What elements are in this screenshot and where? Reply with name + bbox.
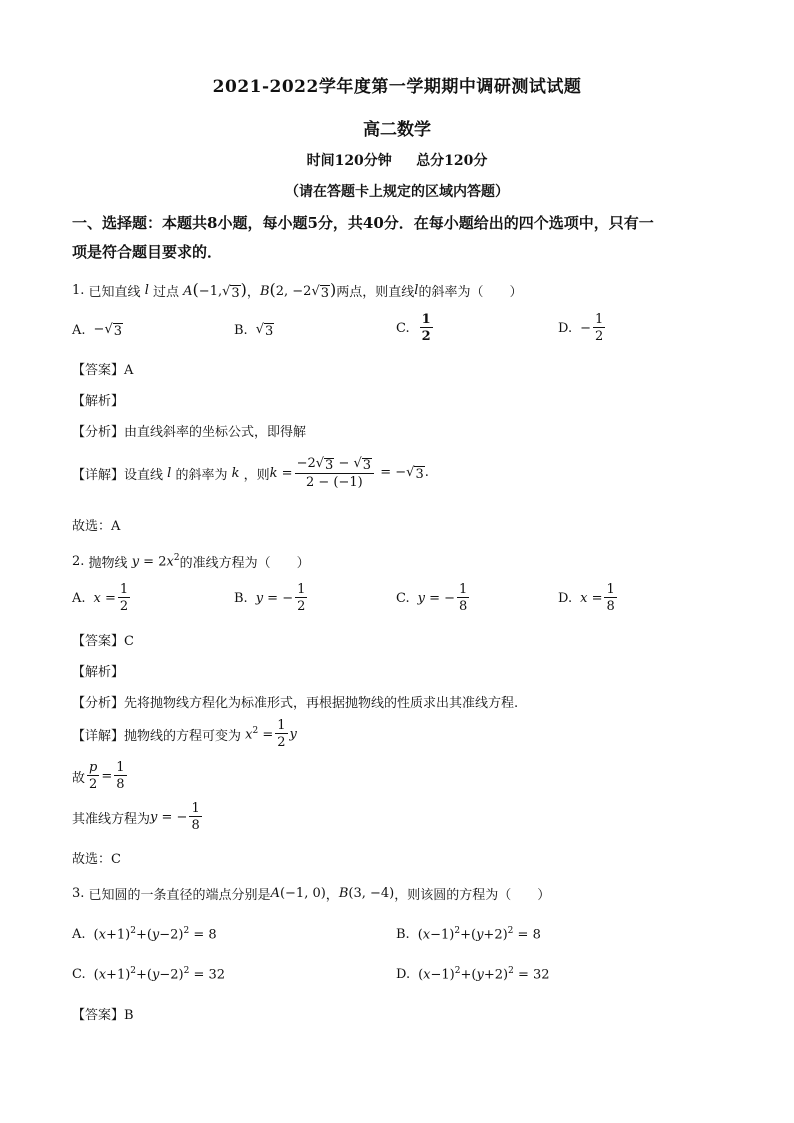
question-text: 的准线方程为（ ） (179, 556, 310, 571)
fenxi-text: 由直线斜率的坐标公式，即得解 (124, 425, 307, 440)
subject-title: 高二数学 (363, 120, 431, 140)
xiangjie-text: ，则 (243, 467, 270, 483)
q2-option-a: A. x = $\frac{1}{2}$ (72, 582, 129, 614)
option-fraction: $\frac{1}{2}$ (119, 582, 129, 614)
q3-option-b (396, 926, 541, 942)
q1-conclusion: 故选：A (72, 519, 121, 534)
math-parabola: $y = 2x^2$ (127, 553, 180, 570)
q3-option-c (72, 966, 225, 982)
q2-option-d: D. x = $\frac{1}{8}$ (558, 582, 615, 614)
answer-tag: 【答案】 (72, 1008, 125, 1023)
question-text: 两点，则直线 (336, 285, 415, 300)
option-label: A. (72, 590, 86, 606)
q1-fenxi (72, 421, 306, 440)
question-text: ，则该圆的方程为（ ） (394, 888, 551, 903)
fenxi-text: 先将抛物线方程化为标准形式，再根据抛物线的性质求出其准线方程. (124, 696, 519, 711)
answer-tag: 【答案】 (72, 363, 125, 378)
option-label: D. (558, 320, 573, 336)
step-fraction: $\frac{p}{2}$ (89, 760, 98, 792)
q1-option-d: D. − $\frac{1}{2}$ (558, 312, 604, 344)
question-number: 2. (72, 554, 85, 569)
q3-option-a (72, 926, 217, 942)
q2-conclusion: 故选：C (72, 852, 121, 867)
q2-answer (72, 630, 134, 649)
q2-step2: 故 $\frac{p}{2}$ = $\frac{1}{8}$ (72, 760, 125, 792)
q2-option-c: C. y = − $\frac{1}{8}$ (396, 582, 468, 614)
section-heading-line2: 项是符合题目要求的． (72, 243, 223, 261)
option-label: B. (234, 590, 248, 606)
math-point-a: A(−1, √ 3 ) (179, 280, 247, 301)
exam-note: （请在答题卡上规定的区域内答题） (285, 184, 509, 200)
question-number: 3. (72, 886, 85, 901)
math-point-a: A(−1, 0) (270, 886, 326, 901)
answer-value: C (124, 634, 134, 649)
option-fraction: $\frac{1}{2}$ (297, 582, 306, 614)
q1-option-a (72, 322, 123, 339)
question-1-stem: 1. 已知直线 l 过点 A(−1, √ 3 ) ， B(2, −2 √ 3 ) 两点，则直线 l 的斜率为（ ） (72, 280, 523, 301)
option-label: A. (72, 926, 86, 942)
math-l: l (163, 465, 176, 481)
q3-answer (72, 1004, 134, 1023)
q3-option-d (396, 966, 550, 982)
option-fraction: $\frac{1}{8}$ (606, 582, 615, 614)
xiangjie-text: 的斜率为 (175, 467, 228, 483)
option-math: $(x+1)^2+(y-2)^2 = 8$ (93, 926, 217, 943)
question-text: 抛物线 (88, 556, 128, 571)
q1-analysis-tag: 【解析】 (72, 394, 125, 409)
option-label: B. (396, 926, 410, 942)
math-l: l (140, 283, 153, 298)
exam-title: 2021-2022学年度第一学期期中调研测试试题 (212, 77, 582, 97)
q2-fenxi (72, 692, 518, 711)
math-point-b: B(2, −2 √ 3 ) (259, 280, 337, 301)
math-l: l (414, 283, 419, 298)
question-3-stem (72, 884, 550, 903)
option-math: $(x-1)^2+(y+2)^2 = 32$ (418, 966, 550, 983)
slope-fraction: −2 √ 3 − √ 3 2 − (−1) (295, 457, 375, 489)
option-math: $(x+1)^2+(y-2)^2 = 32$ (93, 966, 226, 983)
step-fraction: $\frac{1}{2}$ (277, 718, 286, 750)
q2-analysis-tag: 【解析】 (72, 665, 125, 680)
score-info: 总分120分 (416, 153, 488, 169)
option-label: C. (72, 966, 86, 982)
step-fraction: $\frac{1}{8}$ (116, 760, 125, 792)
xiangjie-tag: 【详解】 (72, 728, 125, 744)
answer-value: B (124, 1008, 134, 1023)
xiangjie-tag: 【详解】 (72, 467, 125, 483)
math-k: k (227, 465, 244, 481)
option-math: $(x-1)^2+(y+2)^2 = 8$ (417, 926, 541, 943)
step-text: 故 (72, 770, 86, 786)
option-label: B. (234, 323, 248, 338)
question-number: 1. (72, 283, 85, 298)
option-label: D. (558, 590, 573, 606)
question-2-stem (72, 552, 310, 571)
q1-answer (72, 359, 133, 378)
section-heading-line1: 一、选择题：本题共8小题，每小题5分，共40分．在每小题给出的四个选项中，只有一 (72, 214, 654, 232)
q2-xiangjie: 【详解】 抛物线的方程可变为 $x^2$ = $\frac{1}{2}$ y (72, 718, 297, 750)
answer-value: A (124, 363, 134, 378)
question-text: ， (325, 888, 339, 903)
option-label: C. (396, 590, 410, 606)
q1-option-b (234, 322, 274, 339)
option-math: − √ 3 (93, 322, 123, 339)
option-label: D. (396, 966, 411, 982)
answer-tag: 【答案】 (72, 634, 125, 649)
question-text: 的斜率为（ ） (418, 285, 523, 300)
option-fraction: $\frac{1}{2}$ (421, 312, 431, 344)
option-fraction: $\frac{1}{8}$ (459, 582, 468, 614)
fenxi-tag: 【分析】 (72, 425, 125, 440)
math-slope: k = (269, 465, 293, 481)
option-math: √ 3 (255, 322, 274, 339)
step-fraction: $\frac{1}{8}$ (191, 801, 200, 833)
q2-step3: 其准线方程为 y = − $\frac{1}{8}$ (72, 801, 200, 833)
option-label: A. (72, 323, 86, 338)
fenxi-tag: 【分析】 (72, 696, 125, 711)
q2-option-b: B. y = − $\frac{1}{2}$ (234, 582, 306, 614)
option-label: C. (396, 320, 410, 336)
q1-xiangjie: 【详解】 设直线 l 的斜率为 k ，则 k = −2 √ 3 − √ 3 2 − (−1) = − √ 3 . (72, 456, 429, 490)
q1-option-c (396, 313, 435, 343)
time-score-info (0, 150, 794, 170)
xiangjie-text: 抛物线的方程可变为 (124, 728, 242, 744)
question-text: 已知圆的一条直径的端点分别是 (88, 888, 271, 903)
step-text: 其准线方程为 (72, 811, 151, 827)
math-point-b: B(3, −4) (338, 886, 395, 901)
option-fraction: $\frac{1}{2}$ (595, 312, 604, 344)
time-info: 时间120分钟 (306, 153, 392, 169)
question-text: 过点 (153, 285, 180, 300)
question-text: 已知直线 (88, 285, 141, 300)
xiangjie-text: 设直线 (124, 467, 164, 483)
